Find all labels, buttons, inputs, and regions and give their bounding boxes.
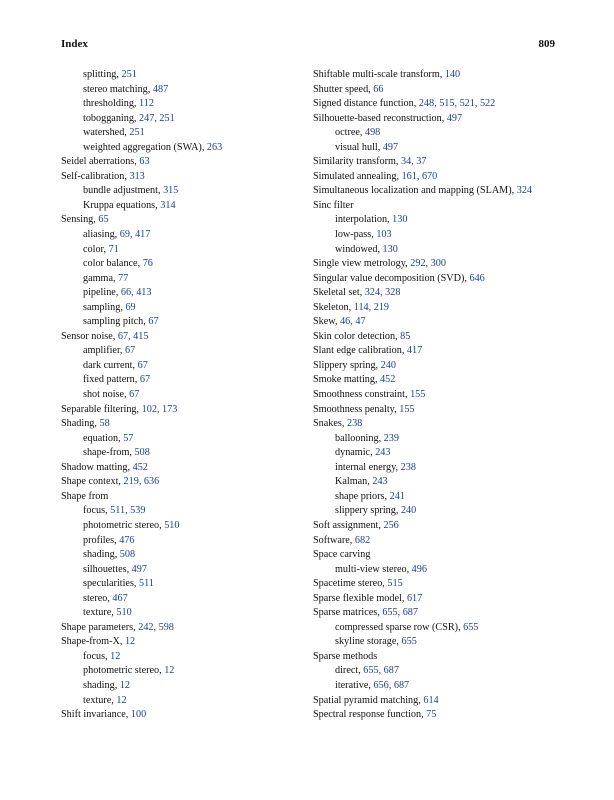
page-reference-link[interactable]: 238 bbox=[346, 418, 363, 430]
page-reference-link[interactable]: 251 bbox=[129, 127, 145, 139]
page-reference-link[interactable]: 71 bbox=[108, 243, 119, 255]
index-entry bbox=[61, 257, 331, 272]
page-reference-link[interactable]: 240 bbox=[400, 505, 417, 517]
index-term: splitting, bbox=[83, 69, 122, 80]
index-entry bbox=[313, 403, 563, 418]
page-reference-link[interactable]: 452 bbox=[132, 461, 148, 473]
index-term: Single view metrology, bbox=[313, 258, 411, 270]
page-reference-link[interactable]: 67 bbox=[125, 345, 136, 357]
index-term: sampling pitch, bbox=[83, 316, 149, 328]
page-reference-link[interactable]: 140 bbox=[444, 69, 461, 80]
page-reference-link[interactable]: 452 bbox=[380, 374, 396, 386]
index-term: shape priors, bbox=[335, 490, 390, 502]
index-term: direct, bbox=[335, 665, 364, 677]
index-term: bundle adjustment, bbox=[83, 185, 164, 197]
index-entry bbox=[313, 126, 563, 141]
page-reference-link[interactable]: 67, 415 bbox=[117, 330, 149, 342]
index-term: stereo, bbox=[83, 592, 113, 604]
index-term: Kruppa equations, bbox=[83, 199, 161, 211]
page-reference-link[interactable]: 66 bbox=[373, 83, 384, 95]
index-term: Sinc filter bbox=[313, 199, 354, 211]
page-reference-link[interactable]: 476 bbox=[119, 534, 135, 546]
index-term: color balance, bbox=[83, 258, 143, 270]
page-reference-link[interactable]: 324 bbox=[516, 185, 532, 197]
index-entry bbox=[61, 243, 331, 258]
page-reference-link[interactable]: 240 bbox=[380, 359, 396, 371]
index-entry bbox=[313, 213, 563, 228]
index-entry bbox=[313, 68, 563, 83]
index-term: weighted aggregation (SWA), bbox=[83, 141, 207, 153]
index-term: photometric stereo, bbox=[83, 519, 165, 531]
index-column-left bbox=[61, 68, 331, 723]
index-entry bbox=[61, 184, 331, 199]
index-term: shading, bbox=[83, 679, 120, 691]
index-term: color, bbox=[83, 243, 109, 255]
page-reference-link[interactable]: 12 bbox=[116, 694, 127, 706]
index-term: Soft assignment, bbox=[313, 519, 384, 531]
page-reference-link[interactable]: 112 bbox=[139, 98, 154, 110]
page-reference-link[interactable]: 497 bbox=[382, 141, 399, 153]
page-reference-link[interactable]: 103 bbox=[376, 229, 392, 241]
index-entry bbox=[313, 272, 563, 287]
index-term: interpolation, bbox=[335, 214, 393, 226]
index-term: Shading, bbox=[61, 418, 100, 430]
page-reference-link[interactable]: 248, 515, 521, 522 bbox=[418, 98, 496, 110]
page-reference-link[interactable]: 155 bbox=[399, 403, 415, 415]
page-reference-link[interactable]: 498 bbox=[364, 127, 381, 139]
index-term: octree, bbox=[335, 127, 365, 139]
index-term: silhouettes, bbox=[83, 563, 132, 575]
page-reference-link[interactable]: 315 bbox=[163, 185, 179, 197]
page-reference-link[interactable]: 247, 251 bbox=[139, 112, 175, 124]
page-reference-link[interactable]: 12 bbox=[110, 650, 121, 662]
index-term: fixed pattern, bbox=[83, 374, 140, 386]
page-reference-link[interactable]: 256 bbox=[383, 519, 399, 531]
index-entry bbox=[313, 243, 563, 258]
index-term: Snakes, bbox=[313, 418, 347, 430]
index-term: Simultaneous localization and mapping (SLAM), bbox=[313, 185, 517, 197]
index-term: shading, bbox=[83, 549, 120, 561]
page-reference-link[interactable]: 12 bbox=[124, 636, 136, 648]
page-reference-link[interactable]: 497 bbox=[131, 563, 147, 575]
index-term: Silhouette-based reconstruction, bbox=[313, 112, 447, 124]
index-entry bbox=[313, 708, 563, 723]
page-reference-link[interactable]: 12 bbox=[119, 679, 130, 691]
index-entry bbox=[61, 315, 331, 330]
index-entry bbox=[61, 519, 331, 534]
index-term: sampling, bbox=[83, 301, 126, 313]
page-reference-link[interactable]: 67 bbox=[137, 359, 148, 371]
index-term: Spacetime stereo, bbox=[313, 578, 388, 590]
index-term: dark current, bbox=[83, 359, 138, 371]
index-entry bbox=[313, 592, 563, 607]
index-entry bbox=[313, 199, 563, 214]
index-entry bbox=[313, 83, 563, 98]
index-term: low-pass, bbox=[335, 229, 377, 241]
page-reference-link[interactable]: 617 bbox=[406, 592, 423, 604]
index-entry bbox=[61, 548, 331, 563]
index-entry bbox=[313, 286, 563, 301]
index-entry bbox=[61, 272, 331, 287]
index-term: Space carving bbox=[313, 549, 371, 561]
index-term: gamma, bbox=[83, 272, 119, 284]
index-term: Shiftable multi-scale transform, bbox=[313, 69, 445, 80]
index-entry bbox=[313, 650, 563, 665]
page-reference-link[interactable]: 655, 687 bbox=[382, 607, 418, 619]
index-entry bbox=[313, 679, 563, 694]
index-term: Sensor noise, bbox=[61, 330, 118, 342]
index-entry bbox=[313, 664, 563, 679]
page-reference-link[interactable]: 100 bbox=[130, 709, 147, 721]
index-term: Self-calibration, bbox=[61, 170, 130, 182]
index-term: visual hull, bbox=[335, 141, 383, 153]
page-reference-link[interactable]: 57 bbox=[123, 432, 134, 444]
index-entry bbox=[313, 621, 563, 636]
index-entry bbox=[61, 359, 331, 374]
page-reference-link[interactable]: 12 bbox=[164, 665, 175, 677]
index-term: stereo matching, bbox=[83, 83, 153, 95]
index-term: Singular value decomposition (SVD), bbox=[313, 272, 470, 284]
index-term: Simulated annealing, bbox=[313, 170, 402, 182]
index-term: Sparse matrices, bbox=[313, 607, 383, 619]
page-reference-link[interactable]: 251 bbox=[121, 69, 137, 80]
index-entry bbox=[61, 664, 331, 679]
page-reference-link[interactable]: 114, 219 bbox=[353, 301, 390, 313]
page-reference-link[interactable]: 646 bbox=[469, 272, 485, 284]
index-entry bbox=[313, 330, 563, 345]
page-reference-link[interactable]: 655 bbox=[401, 636, 417, 648]
index-entry bbox=[61, 679, 331, 694]
index-entry bbox=[313, 635, 563, 650]
page-reference-link[interactable]: 161, 670 bbox=[401, 170, 438, 182]
index-entry bbox=[313, 548, 563, 563]
index-entry bbox=[313, 184, 563, 199]
index-term: Shift invariance, bbox=[61, 709, 131, 721]
index-entry bbox=[313, 97, 563, 112]
page-reference-link[interactable]: 67 bbox=[129, 389, 140, 401]
index-entry bbox=[313, 461, 563, 476]
index-entry bbox=[61, 650, 331, 665]
page-reference-link[interactable]: 656, 687 bbox=[373, 679, 410, 691]
index-entry bbox=[61, 126, 331, 141]
index-term: equation, bbox=[83, 432, 124, 444]
index-term: Spectral response function, bbox=[313, 709, 427, 721]
index-entry bbox=[313, 417, 563, 432]
page-reference-link[interactable]: 292, 300 bbox=[410, 258, 446, 270]
page-reference-link[interactable]: 497 bbox=[446, 112, 463, 124]
index-term: thresholding, bbox=[83, 98, 140, 110]
page-reference-link[interactable]: 682 bbox=[354, 534, 371, 546]
index-entry bbox=[313, 577, 563, 592]
page-reference-link[interactable]: 155 bbox=[410, 389, 426, 401]
index-entry bbox=[61, 504, 331, 519]
index-entry bbox=[313, 301, 563, 316]
index-entry bbox=[61, 68, 331, 83]
page-reference-link[interactable]: 508 bbox=[119, 549, 136, 561]
index-entry bbox=[61, 141, 331, 156]
index-entry bbox=[313, 432, 563, 447]
page-reference-link[interactable]: 67 bbox=[148, 316, 159, 328]
index-term: Similarity transform, bbox=[313, 156, 401, 168]
index-column-right bbox=[313, 68, 563, 723]
index-entry bbox=[61, 563, 331, 578]
index-term: focus, bbox=[83, 650, 111, 662]
index-term: Skew, bbox=[313, 316, 341, 328]
index-term: Separable filtering, bbox=[61, 403, 142, 415]
index-entry bbox=[61, 635, 331, 650]
index-term: Slippery spring, bbox=[313, 359, 381, 371]
page-reference-link[interactable]: 239 bbox=[383, 432, 399, 444]
index-term: multi-view stereo, bbox=[335, 563, 412, 575]
page-reference-link[interactable]: 46, 47 bbox=[340, 316, 366, 328]
page-reference-link[interactable]: 510 bbox=[164, 519, 180, 531]
index-entry bbox=[313, 534, 563, 549]
index-term: skyline storage, bbox=[335, 636, 402, 648]
index-entry bbox=[61, 301, 331, 316]
index-term: Slant edge calibration, bbox=[313, 345, 407, 357]
index-entry bbox=[61, 330, 331, 345]
index-entry bbox=[313, 315, 563, 330]
index-term: internal energy, bbox=[335, 461, 401, 473]
page-reference-link[interactable]: 65 bbox=[98, 214, 109, 226]
index-entry bbox=[61, 534, 331, 549]
index-entry bbox=[61, 694, 331, 709]
index-term: Kalman, bbox=[335, 476, 373, 488]
index-term: amplifier, bbox=[83, 345, 126, 357]
index-term: focus, bbox=[83, 505, 111, 517]
index-entry bbox=[61, 199, 331, 214]
page-reference-link[interactable]: 515 bbox=[387, 578, 403, 590]
index-entry bbox=[61, 432, 331, 447]
page-reference-link[interactable]: 324, 328 bbox=[364, 287, 401, 299]
index-entry bbox=[61, 461, 331, 476]
page-reference-link[interactable]: 487 bbox=[152, 83, 169, 95]
index-entry bbox=[61, 170, 331, 185]
index-term: Smoothness constraint, bbox=[313, 389, 411, 401]
index-entry bbox=[61, 475, 331, 490]
page-reference-link[interactable]: 263 bbox=[206, 141, 223, 153]
index-term: photometric stereo, bbox=[83, 665, 165, 677]
page-reference-link[interactable]: 69 bbox=[125, 301, 136, 313]
index-entry bbox=[61, 403, 331, 418]
index-entry bbox=[61, 490, 331, 505]
index-entry bbox=[61, 592, 331, 607]
page-reference-link[interactable]: 614 bbox=[423, 694, 439, 706]
index-entry bbox=[61, 213, 331, 228]
index-entry bbox=[313, 606, 563, 621]
index-entry bbox=[313, 490, 563, 505]
index-entry bbox=[313, 519, 563, 534]
index-entry bbox=[61, 97, 331, 112]
index-term: Seidel aberrations, bbox=[61, 156, 140, 168]
index-entry bbox=[313, 170, 563, 185]
page-reference-link[interactable]: 58 bbox=[99, 418, 110, 430]
index-entry bbox=[313, 228, 563, 243]
page-reference-link[interactable]: 34, 37 bbox=[401, 156, 427, 168]
index-term: Sparse methods bbox=[313, 650, 378, 662]
page-reference-link[interactable]: 511, 539 bbox=[110, 505, 146, 517]
index-term: shape-from, bbox=[83, 447, 135, 459]
index-entry bbox=[61, 228, 331, 243]
page-reference-link[interactable]: 241 bbox=[389, 490, 405, 502]
page-reference-link[interactable]: 655, 687 bbox=[363, 665, 399, 677]
index-entry bbox=[61, 446, 331, 461]
page-reference-link[interactable]: 102, 173 bbox=[141, 403, 178, 415]
index-term: Skeletal set, bbox=[313, 287, 365, 299]
index-term: windowed, bbox=[335, 243, 383, 255]
page-reference-link[interactable]: 76 bbox=[142, 258, 153, 270]
index-entry bbox=[313, 446, 563, 461]
index-entry bbox=[61, 373, 331, 388]
page-reference-link[interactable]: 219, 636 bbox=[123, 476, 160, 488]
index-entry bbox=[313, 112, 563, 127]
page-reference-link[interactable]: 510 bbox=[116, 607, 132, 619]
page-reference-link[interactable]: 511 bbox=[139, 578, 154, 590]
index-entry bbox=[61, 155, 331, 170]
index-entry bbox=[313, 388, 563, 403]
page-reference-link[interactable]: 130 bbox=[392, 214, 408, 226]
index-term: Shape from bbox=[61, 490, 109, 502]
index-entry bbox=[313, 359, 563, 374]
page-reference-link[interactable]: 243 bbox=[372, 476, 388, 488]
index-term: Software, bbox=[313, 534, 355, 546]
index-term: iterative, bbox=[335, 679, 374, 691]
index-entry bbox=[61, 83, 331, 98]
index-term: watershed, bbox=[83, 127, 130, 139]
index-term: texture, bbox=[83, 607, 117, 619]
index-entry bbox=[61, 577, 331, 592]
index-term: Spatial pyramid matching, bbox=[313, 694, 424, 706]
index-entry bbox=[61, 286, 331, 301]
running-header-title: Index bbox=[61, 38, 88, 50]
page-reference-link[interactable]: 238 bbox=[400, 461, 416, 473]
index-term: Smoke matting, bbox=[313, 374, 381, 386]
index-entry bbox=[61, 621, 331, 636]
index-term: Sparse flexible model, bbox=[313, 592, 407, 604]
index-term: dynamic, bbox=[335, 447, 376, 459]
index-entry bbox=[61, 606, 331, 621]
index-term: compressed sparse row (CSR), bbox=[335, 621, 464, 633]
page-reference-link[interactable]: 67 bbox=[139, 374, 151, 386]
index-entry bbox=[313, 257, 563, 272]
index-entry bbox=[313, 694, 563, 709]
page-reference-link[interactable]: 69, 417 bbox=[119, 229, 151, 241]
index-term: Skin color detection, bbox=[313, 330, 401, 342]
page-reference-link[interactable]: 467 bbox=[112, 592, 128, 604]
page-reference-link[interactable]: 313 bbox=[129, 170, 145, 182]
page-reference-link[interactable]: 77 bbox=[118, 272, 129, 284]
page-reference-link[interactable]: 75 bbox=[426, 709, 437, 721]
index-term: pipeline, bbox=[83, 287, 121, 299]
page-reference-link[interactable]: 508 bbox=[134, 447, 150, 459]
index-entry bbox=[61, 344, 331, 359]
index-term: slippery spring, bbox=[335, 505, 401, 517]
page-reference-link[interactable]: 314 bbox=[160, 199, 176, 211]
index-term: Shape context, bbox=[61, 476, 124, 488]
index-term: Sensing, bbox=[61, 214, 99, 226]
index-term: Smoothness penalty, bbox=[313, 403, 400, 415]
index-entry bbox=[61, 112, 331, 127]
page-reference-link[interactable]: 496 bbox=[411, 563, 427, 575]
index-entry bbox=[313, 344, 563, 359]
page-reference-link[interactable]: 243 bbox=[375, 447, 391, 459]
index-term: Skeleton, bbox=[313, 301, 354, 313]
index-entry bbox=[61, 708, 331, 723]
index-entry bbox=[61, 417, 331, 432]
index-entry bbox=[313, 373, 563, 388]
index-term: specularities, bbox=[83, 578, 140, 590]
index-term: aliasing, bbox=[83, 229, 120, 241]
index-term: Shadow matting, bbox=[61, 461, 133, 473]
index-term: profiles, bbox=[83, 534, 120, 546]
index-entry bbox=[313, 504, 563, 519]
index-entry bbox=[313, 475, 563, 490]
index-term: Shape parameters, bbox=[61, 621, 139, 633]
page-reference-link[interactable]: 130 bbox=[382, 243, 398, 255]
index-term: tobogganing, bbox=[83, 112, 140, 124]
page-reference-link[interactable]: 63 bbox=[139, 156, 150, 168]
index-entry bbox=[61, 388, 331, 403]
index-term: shot noise, bbox=[83, 389, 130, 401]
index-entry bbox=[313, 563, 563, 578]
page-reference-link[interactable]: 66, 413 bbox=[120, 287, 152, 299]
index-entry bbox=[313, 141, 563, 156]
page-reference-link[interactable]: 417 bbox=[406, 345, 423, 357]
page-reference-link[interactable]: 242, 598 bbox=[138, 621, 174, 633]
page-reference-link[interactable]: 85 bbox=[400, 330, 411, 342]
index-entry bbox=[313, 155, 563, 170]
index-term: Signed distance function, bbox=[313, 98, 419, 110]
page-number: 809 bbox=[538, 38, 555, 50]
index-term: Shape-from-X, bbox=[61, 636, 125, 648]
page-reference-link[interactable]: 655 bbox=[463, 621, 479, 633]
index-term: ballooning, bbox=[335, 432, 384, 444]
index-term: texture, bbox=[83, 694, 117, 706]
index-term: Shutter speed, bbox=[313, 83, 374, 95]
